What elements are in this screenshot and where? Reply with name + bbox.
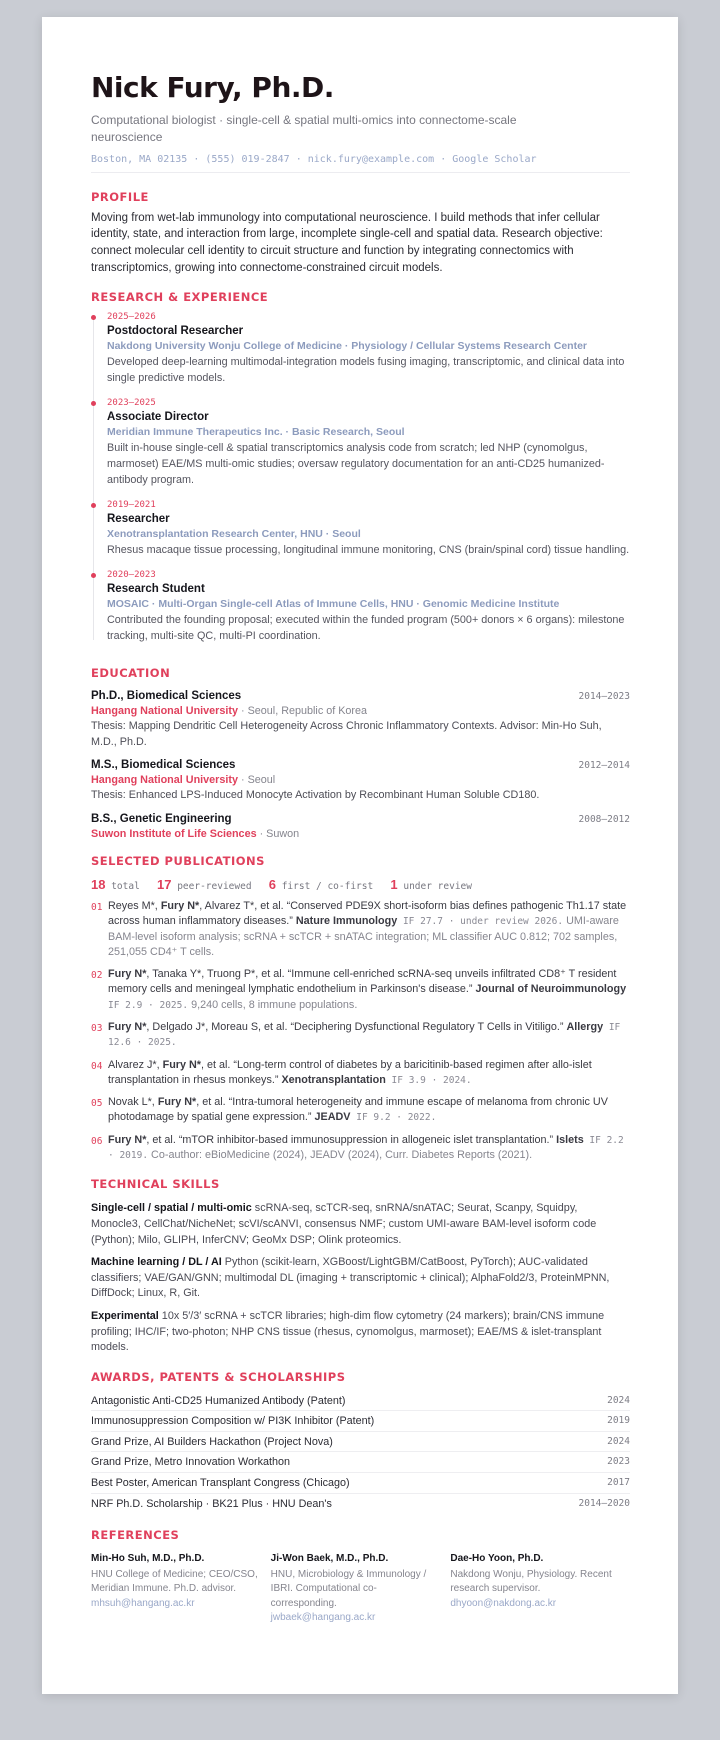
profile-section — [91, 190, 630, 277]
reference-name: Dae-Ho Yoon, Ph.D. — [450, 1553, 544, 1565]
reference-description: HNU College of Medicine; CEO/CSO, Meridian Immune. Ph.D. advisor. — [91, 1568, 258, 1595]
awards-section — [91, 1370, 630, 1515]
experience-item — [107, 312, 630, 386]
stat-total-count: 18 — [91, 876, 106, 892]
pub-meta: IF 12.6 · 2025. — [108, 1021, 621, 1049]
school-location: · Suwon — [256, 827, 300, 840]
publication-stats — [91, 877, 630, 892]
job-dates: 2023–2025 — [107, 398, 156, 409]
experience-item — [107, 398, 630, 488]
section-title-profile: PROFILE — [91, 189, 149, 204]
publication-item — [91, 1095, 630, 1126]
job-role: Researcher — [107, 513, 170, 526]
award-year: 2024 — [607, 1394, 630, 1406]
award-row — [91, 1473, 630, 1494]
pub-journal: Journal of Neuroimmunology — [475, 983, 627, 996]
school-name: Hangang National University — [91, 774, 238, 787]
reference-email-link[interactable]: jwbaek@hangang.ac.kr — [270, 1612, 376, 1624]
school-location: · Seoul, Republic of Korea — [238, 705, 368, 718]
job-description: Built in-house single-cell & spatial transcriptomics analysis code from scratch; led NHP (cynomolgus, marmoset) EAE/MS multi-omic studies; oversaw regulatory documentation for an anti-CD25 humanized-antibody program. — [107, 442, 605, 487]
reference-email-link[interactable]: dhyoon@nakdong.ac.kr — [450, 1597, 557, 1609]
pub-title: , et al. “Long-term control of diabetes by a baricitinib-based regimen after allo-islet transplantation in rhesus monkeys.” — [108, 1058, 592, 1086]
award-name: Best Poster, American Transplant Congress (Chicago) — [91, 1477, 350, 1490]
degree: Ph.D., Biomedical Sciences — [91, 690, 242, 703]
stat-review-count: 1 — [390, 876, 398, 892]
pub-authors-pre: Alvarez J*, — [108, 1058, 163, 1071]
school-line — [91, 774, 630, 786]
job-description: Rhesus macaque tissue processing, longitudinal immune monitoring, CNS (brain/spinal cord) tissue handling. — [107, 544, 630, 557]
award-row — [91, 1411, 630, 1432]
degree: B.S., Genetic Engineering — [91, 812, 232, 825]
stat-peer-count: 17 — [156, 876, 172, 892]
pub-highlight-author: Fury N* — [108, 1133, 147, 1146]
pub-meta: IF 2.9 · 2025. — [108, 999, 189, 1011]
skill-group-label: Experimental — [91, 1309, 159, 1322]
school-line — [91, 705, 630, 717]
education-years: 2008–2012 — [578, 813, 630, 825]
skill-group-text: Python (scikit-learn, XGBoost/LightGBM/CatBoost, PyTorch); AUC-validated classifiers; VAE/GAN/GNN; multimodal DL (imaging + transcriptomic + clinical); AlphaFold2/3, ProteinMPNN, DiffDock; Linux, R, Git. — [91, 1256, 610, 1300]
award-name: Grand Prize, AI Builders Hackathon (Project Nova) — [91, 1435, 333, 1448]
resume-page — [42, 17, 678, 1694]
publication-number: 06 — [91, 1135, 103, 1147]
education-item — [91, 813, 630, 840]
award-year: 2024 — [607, 1435, 630, 1447]
google-scholar-link[interactable]: Google Scholar — [452, 153, 537, 165]
pub-title: , Delgado J*, Moreau S, et al. “Deciphering Dysfunctional Regulatory T Cells in Vitiligo.” — [146, 1020, 567, 1033]
pub-journal: Nature Immunology — [295, 915, 398, 928]
stat-total-label: total — [111, 880, 140, 892]
skill-group — [91, 1201, 630, 1248]
timeline-dot — [91, 573, 96, 578]
pub-title: , Tanaka Y*, Truong P*, et al. “Immune cell-enriched scRNA-seq unveils infiltrated CD8⁺ T resident memory cells and meningeal lymphatic endothelium in Parkinson's disease.” — [108, 968, 617, 996]
school-name: Hangang National University — [91, 705, 238, 718]
section-title-references: REFERENCES — [91, 1528, 180, 1543]
timeline-dot — [91, 315, 96, 320]
education-section — [91, 666, 630, 840]
contact-separator: · — [434, 153, 453, 165]
publication-item — [91, 899, 630, 960]
job-organization: Nakdong University Wonju College of Medicine · Physiology / Cellular Systems Research Center — [107, 340, 588, 353]
reference-card — [271, 1552, 451, 1626]
degree: M.S., Biomedical Sciences — [91, 759, 236, 772]
award-year: 2023 — [607, 1456, 630, 1468]
contact-address: Boston, MA 02135 — [91, 153, 188, 165]
pub-journal: Allergy — [566, 1020, 604, 1033]
contact-phone[interactable]: (555) 019-2847 — [205, 153, 290, 165]
pub-title: , Alvarez T*, et al. “Conserved PDE9X short-isoform bias defines pathogenic Th1.17 state across human inflammatory diseases.” — [108, 899, 627, 928]
pub-note: 9,240 cells, 8 immune populations. — [188, 998, 358, 1011]
publication-item — [91, 1020, 630, 1051]
skill-group-text: 10x 5′/3′ scRNA + scTCR libraries; high-dim flow cytometry (24 markers); brain/CNS immune profiling; IHC/IF; two-photon; NHP CNS tissue (rhesus, cynomolgus, marmoset); EAE/MS & islet-transplant models. — [91, 1309, 605, 1354]
award-name: Antagonistic Anti-CD25 Humanized Antibody (Patent) — [91, 1394, 346, 1407]
pub-highlight-author: Fury N* — [162, 1058, 202, 1071]
education-years: 2012–2014 — [578, 760, 630, 772]
skill-group — [91, 1255, 630, 1302]
section-title-experience: RESEARCH & EXPERIENCE — [91, 290, 269, 305]
reference-description: HNU, Microbiology & Immunology / IBRI. Computational co-corresponding. — [270, 1568, 427, 1609]
stat-first-count: 6 — [268, 876, 276, 892]
resume-content — [91, 71, 630, 1626]
tagline: Computational biologist · single-cell & spatial multi-omics into connectome-scale neuroscience — [91, 112, 517, 144]
skill-group-text: scRNA-seq, scTCR-seq, snRNA/snATAC; Seurat, Scanpy, Squidpy, Monocle3, CellChat/NicheNet; scVI/scANVI, consensus NMF; custom UMI-aware BAM-level isoform code (Python); Milo, GLIPH, InferCNV; GeoMx DSP; Olink proteomics. — [91, 1202, 597, 1246]
publication-number: 02 — [91, 970, 103, 982]
award-row — [91, 1452, 630, 1473]
award-name: Immunosuppression Composition w/ PI3K Inhibitor (Patent) — [91, 1415, 375, 1428]
skill-group-label: Machine learning / DL / AI — [91, 1256, 222, 1269]
job-organization: Xenotransplantation Research Center, HNU · Seoul — [107, 528, 361, 541]
publication-number: 05 — [91, 1098, 103, 1110]
experience-section — [91, 290, 630, 644]
section-title-skills: TECHNICAL SKILLS — [91, 1177, 220, 1192]
stat-first-label: first / co-first — [281, 880, 374, 892]
references-section — [91, 1528, 630, 1626]
award-year: 2019 — [607, 1415, 630, 1427]
award-row — [91, 1494, 630, 1515]
reference-name: Ji-Won Baek, M.D., Ph.D. — [270, 1553, 389, 1565]
reference-card — [91, 1552, 271, 1626]
job-role: Postdoctoral Researcher — [107, 325, 244, 338]
award-name: Grand Prize, Metro Innovation Workathon — [91, 1456, 291, 1469]
timeline-dot — [91, 401, 96, 406]
thesis: Thesis: Enhanced LPS-Induced Monocyte Activation by Recombinant Human Soluble CD180. — [91, 789, 540, 802]
skill-group — [91, 1309, 630, 1356]
award-year: 2017 — [607, 1477, 630, 1489]
job-dates: 2020–2023 — [107, 570, 156, 581]
job-description: Contributed the founding proposal; executed within the funded program (500+ donors × 6 organs): milestone tracking, multi-site QC, multi-PI coordination. — [107, 614, 625, 643]
publications-section — [91, 854, 630, 1163]
pub-note: Co-author: eBioMedicine (2024), JEADV (2024), Curr. Diabetes Reports (2021). — [148, 1149, 533, 1162]
contact-separator: · — [187, 153, 206, 165]
candidate-name: Nick Fury, Ph.D. — [91, 71, 334, 104]
profile-text: Moving from wet-lab immunology into computational neuroscience. I build methods that infer cellular identity, state, and interaction from large, incomplete single-cell and spatial data. Research objective: connect molecular cell identity to circuit structure and function by integrating connectomics with transcriptomics, growing into connectome-constrained circuit models. — [91, 211, 603, 274]
pub-journal: JEADV — [314, 1111, 351, 1124]
pub-title: , et al. “Intra-tumoral heterogeneity and immune escape of melanoma from chronic UV photodamage by spatial gene expression.” — [108, 1096, 608, 1124]
job-role: Associate Director — [107, 411, 209, 424]
pub-title: , et al. “mTOR inhibitor-based immunosuppression in allogeneic islet transplantation.” — [146, 1133, 557, 1146]
pub-highlight-author: Fury N* — [108, 1020, 147, 1033]
pub-highlight-author: Fury N* — [157, 1096, 197, 1109]
skill-group-label: Single-cell / spatial / multi-omic — [91, 1202, 252, 1215]
pub-meta: IF 9.2 · 2022. — [350, 1112, 437, 1124]
thesis: Thesis: Mapping Dendritic Cell Heterogeneity Across Chronic Inflammatory Contexts. Advisor: Min-Ho Suh, M.D., Ph.D. — [91, 720, 602, 748]
award-row — [91, 1391, 630, 1412]
reference-description: Nakdong Wonju, Physiology. Recent research supervisor. — [450, 1568, 612, 1595]
school-location: · Seoul — [238, 774, 276, 787]
publication-number: 01 — [91, 901, 103, 913]
experience-timeline — [91, 312, 630, 644]
pub-note: UMI-aware BAM-level isoform analysis; scRNA + scTCR + snATAC integration; ML classifier AUC 0.812; 702 samples, 251,055 CD4⁺ T cells. — [108, 915, 619, 958]
section-title-publications: SELECTED PUBLICATIONS — [91, 853, 265, 868]
job-description: Developed deep-learning multimodal-integration models fusing imaging, transcriptomic, and clinical data into single predictive models. — [107, 356, 625, 385]
job-role: Research Student — [107, 583, 205, 596]
awards-list — [91, 1391, 630, 1515]
job-organization: Meridian Immune Therapeutics Inc. · Basic Research, Seoul — [107, 426, 405, 439]
experience-item — [107, 500, 630, 558]
pub-authors-pre: Reyes M*, — [108, 899, 161, 912]
publication-number: 04 — [91, 1060, 103, 1072]
award-year: 2014–2020 — [578, 1497, 630, 1509]
job-organization: MOSAIC · Multi-Organ Single-cell Atlas of Immune Cells, HNU · Genomic Medicine Institute — [107, 598, 560, 611]
pub-authors-pre: Novak L*, — [108, 1096, 158, 1109]
publication-item — [91, 967, 630, 1013]
contact-separator: · — [289, 153, 308, 165]
pub-meta: IF 27.7 · under review 2026. — [397, 916, 564, 928]
reference-card — [450, 1552, 630, 1626]
pub-meta: IF 3.9 · 2024. — [385, 1074, 472, 1086]
header-divider — [91, 172, 630, 173]
pub-meta: IF 2.2 · 2019. — [108, 1134, 624, 1162]
section-title-awards: AWARDS, PATENTS & SCHOLARSHIPS — [91, 1369, 346, 1384]
section-title-education: EDUCATION — [91, 666, 171, 681]
stat-peer-label: peer-reviewed — [177, 880, 252, 892]
pub-highlight-author: Fury N* — [160, 899, 200, 912]
publication-item — [91, 1058, 630, 1089]
reference-name: Min-Ho Suh, M.D., Ph.D. — [91, 1553, 205, 1565]
education-item — [91, 690, 630, 750]
education-item — [91, 759, 630, 804]
award-name: NRF Ph.D. Scholarship · BK21 Plus · HNU Dean's — [91, 1497, 332, 1510]
publication-number: 03 — [91, 1022, 103, 1034]
contact-email-link[interactable]: nick.fury@example.com — [307, 153, 435, 165]
experience-item — [107, 570, 630, 644]
reference-email-link[interactable]: mhsuh@hangang.ac.kr — [91, 1597, 195, 1609]
pub-journal: Xenotransplantation — [281, 1073, 386, 1086]
publication-item — [91, 1133, 630, 1164]
timeline-dot — [91, 503, 96, 508]
job-dates: 2019–2021 — [107, 500, 156, 511]
contact-line — [91, 154, 630, 165]
education-years: 2014–2023 — [578, 691, 630, 703]
stat-review-label: under review — [403, 880, 472, 892]
award-row — [91, 1432, 630, 1453]
school-name: Suwon Institute of Life Sciences — [91, 827, 257, 840]
job-dates: 2025–2026 — [107, 312, 156, 323]
school-line — [91, 828, 630, 840]
skills-section — [91, 1177, 630, 1355]
references-grid — [91, 1552, 630, 1626]
pub-journal: Islets — [556, 1133, 584, 1146]
pub-highlight-author: Fury N* — [108, 968, 147, 981]
